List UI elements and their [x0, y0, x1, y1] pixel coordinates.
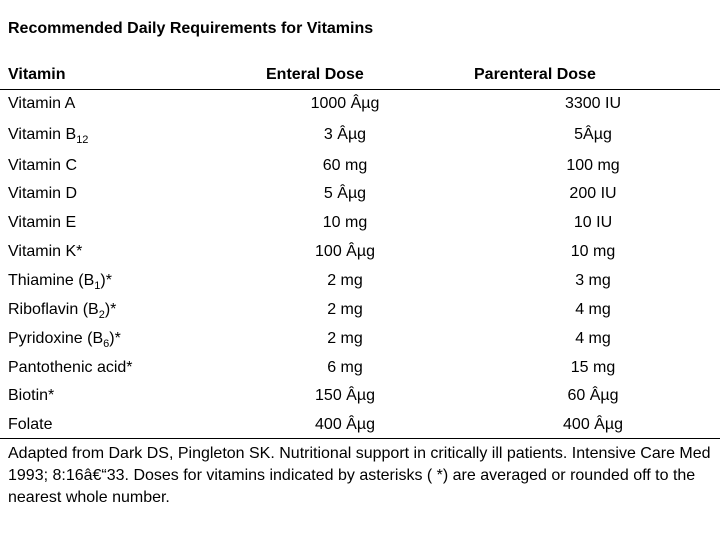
- parenteral-dose-cell: 400 Âµg: [563, 416, 623, 433]
- enteral-dose-cell: 400 Âµg: [315, 416, 375, 433]
- enteral-dose-cell: 10 mg: [322, 214, 368, 231]
- vitamin-name-cell: [8, 328, 121, 350]
- vitamin-name: Vitamin K*: [8, 243, 83, 260]
- vitamin-name: Vitamin C: [8, 157, 78, 174]
- vitamin-name: Pantothenic acid*: [8, 359, 133, 376]
- table-row: [0, 357, 720, 379]
- enteral-dose-cell: 150 Âµg: [315, 387, 375, 404]
- vitamin-name: Biotin*: [8, 387, 55, 404]
- table-title: Recommended Daily Requirements for Vitamins: [8, 20, 374, 37]
- table-row: [0, 155, 720, 177]
- parenteral-dose-cell: 4 mg: [575, 301, 611, 318]
- vitamin-name-cell: [8, 270, 112, 292]
- vitamin-name: Riboflavin (B: [8, 301, 99, 318]
- table-row: [0, 385, 720, 407]
- vitamin-name-cell: [8, 241, 82, 263]
- table-row: [0, 183, 720, 205]
- vitamin-subscript: 12: [76, 134, 89, 146]
- parenteral-dose-cell: 3 mg: [575, 272, 611, 289]
- source-footnote: Adapted from Dark DS, Pingleton SK. Nutritional support in critically ill patients. Intensive Care Med 1993; 8:16â€“33. Doses for vitamins indicated by asterisks ( *) are averaged or rounded off to the nearest whole number.: [8, 445, 711, 506]
- table-row: [0, 241, 720, 263]
- vitamin-name: Vitamin E: [8, 214, 77, 231]
- enteral-dose-cell: 3 Âµg: [323, 126, 367, 143]
- parenteral-dose-cell: 5Âµg: [574, 126, 612, 143]
- footer-divider: [0, 438, 720, 439]
- vitamin-name: Folate: [8, 416, 53, 433]
- vitamin-subscript: 2: [98, 309, 105, 321]
- parenteral-dose-cell: 60 Âµg: [567, 387, 619, 404]
- table-row: [0, 270, 720, 292]
- column-header-vitamin: Vitamin: [8, 66, 66, 83]
- vitamin-name-cell: [8, 385, 54, 407]
- enteral-dose-cell: 6 mg: [327, 359, 363, 376]
- enteral-dose-cell: 1000 Âµg: [310, 95, 380, 112]
- parenteral-dose-cell: 3300 IU: [564, 95, 622, 112]
- vitamin-name: Thiamine (B: [8, 272, 95, 289]
- table-row: [0, 299, 720, 321]
- vitamin-name-suffix: )*: [109, 330, 121, 347]
- table-row: [0, 212, 720, 234]
- vitamin-name: Vitamin A: [8, 95, 76, 112]
- parenteral-dose-cell: 15 mg: [570, 359, 616, 376]
- table-row: [0, 414, 720, 436]
- vitamin-name-cell: [8, 155, 77, 177]
- vitamin-name: Vitamin B: [8, 126, 77, 143]
- vitamin-name-cell: [8, 93, 75, 115]
- column-header-enteral-dose: Enteral Dose: [266, 66, 364, 83]
- vitamin-subscript: 1: [94, 280, 101, 292]
- parenteral-dose-cell: 200 IU: [569, 185, 617, 202]
- parenteral-dose-cell: 10 mg: [570, 243, 616, 260]
- parenteral-dose-cell: 4 mg: [575, 330, 611, 347]
- vitamin-name-cell: [8, 357, 133, 379]
- vitamin-subscript: 6: [103, 338, 110, 350]
- table-row: [0, 124, 720, 146]
- table-row: [0, 328, 720, 350]
- vitamin-name-cell: [8, 299, 116, 321]
- vitamin-name-cell: [8, 124, 88, 146]
- vitamin-name-cell: [8, 414, 52, 436]
- enteral-dose-cell: 60 mg: [322, 157, 368, 174]
- enteral-dose-cell: 5 Âµg: [323, 185, 367, 202]
- parenteral-dose-cell: 100 mg: [566, 157, 620, 174]
- column-header-parenteral-dose: Parenteral Dose: [474, 66, 596, 83]
- enteral-dose-cell: 2 mg: [327, 330, 363, 347]
- table-row: [0, 93, 720, 115]
- vitamin-name: Vitamin D: [8, 185, 78, 202]
- enteral-dose-cell: 100 Âµg: [315, 243, 375, 260]
- enteral-dose-cell: 2 mg: [327, 272, 363, 289]
- vitamin-name-cell: [8, 212, 76, 234]
- vitamin-name: Pyridoxine (B: [8, 330, 104, 347]
- parenteral-dose-cell: 10 IU: [573, 214, 613, 231]
- enteral-dose-cell: 2 mg: [327, 301, 363, 318]
- vitamin-name-cell: [8, 183, 77, 205]
- vitamin-name-suffix: )*: [100, 272, 112, 289]
- vitamin-name-suffix: )*: [104, 301, 117, 318]
